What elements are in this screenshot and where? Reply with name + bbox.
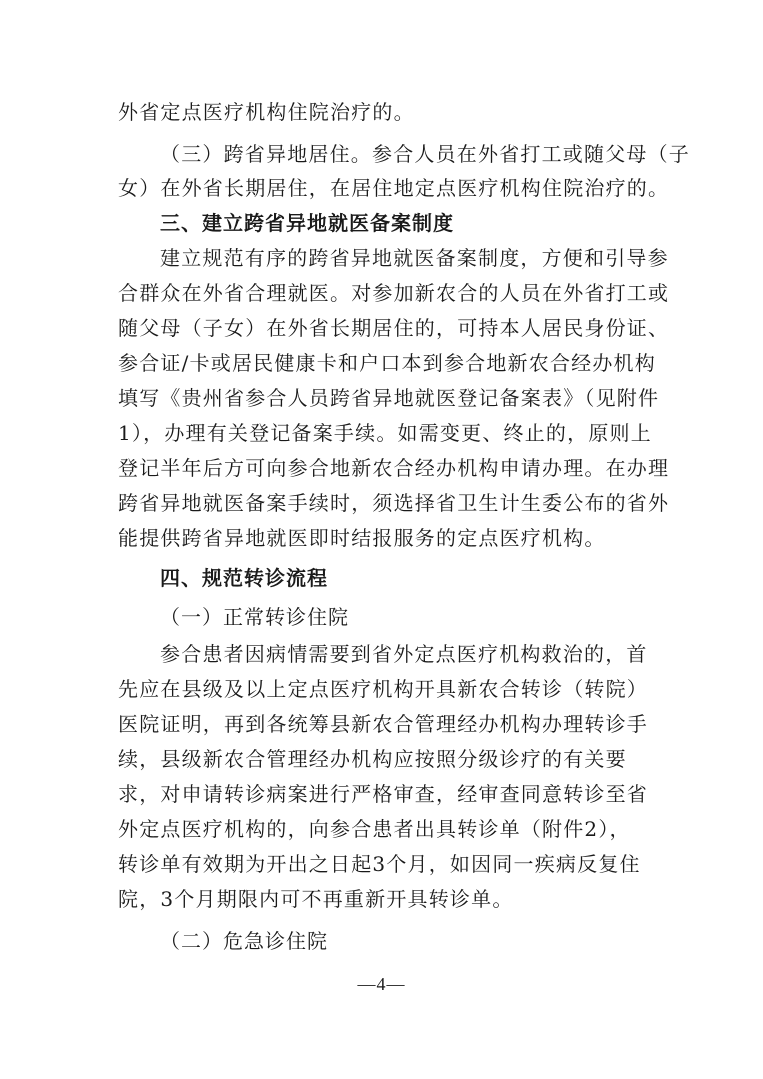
paragraph-line: 院，3个月期限内可不再重新开具转诊单。: [118, 887, 514, 911]
paragraph-line: 求，对申请转诊病案进行严格审查，经审查同意转诊至省: [118, 782, 648, 806]
paragraph-line: 参合患者因病情需要到省外定点医疗机构救治的，首: [160, 642, 648, 666]
paragraph-line: 随父母（子女）在外省长期居住的，可持本人居民身份证、: [118, 316, 670, 340]
paragraph-line: 合群众在外省合理就医。对参加新农合的人员在外省打工或: [118, 281, 670, 305]
paragraph-line: 跨省异地就医备案手续时，须选择省卫生计生委公布的省外: [118, 491, 670, 515]
paragraph-line: 外定点医疗机构的，向参合患者出具转诊单（附件2），: [118, 817, 631, 841]
paragraph-line: （三）跨省异地居住。参合人员在外省打工或随父母（子: [160, 142, 690, 166]
paragraph-line: 外省定点医疗机构住院治疗的。: [118, 100, 415, 124]
paragraph-line: 女）在外省长期居住，在居住地定点医疗机构住院治疗的。: [118, 176, 670, 200]
subsection-heading: （二）危急诊住院: [160, 929, 328, 953]
page-number: —4—: [357, 974, 406, 994]
paragraph-line: 1），办理有关登记备案手续。如需变更、终止的，原则上: [118, 421, 652, 445]
section-heading: 四、规范转诊流程: [160, 566, 328, 590]
paragraph-line: 建立规范有序的跨省异地就医备案制度，方便和引导参: [160, 246, 669, 270]
paragraph-line: 先应在县级及以上定点医疗机构开具新农合转诊（转院）: [118, 677, 648, 701]
paragraph-line: 能提供跨省异地就医即时结报服务的定点医疗机构。: [118, 526, 606, 550]
section-heading: 三、建立跨省异地就医备案制度: [160, 211, 454, 235]
paragraph-line: 参合证/卡或居民健康卡和户口本到参合地新农合经办机构: [118, 351, 656, 375]
paragraph-line: 续，县级新农合管理经办机构应按照分级诊疗的有关要: [118, 747, 627, 771]
paragraph-line: 医院证明，再到各统筹县新农合管理经办机构办理转诊手: [118, 712, 648, 736]
paragraph-line: 填写《贵州省参合人员跨省异地就医登记备案表》（见附件: [118, 386, 660, 410]
paragraph-line: 转诊单有效期为开出之日起3个月，如因同一疾病反复住: [118, 852, 641, 876]
paragraph-line: 登记半年后方可向参合地新农合经办机构申请办理。在办理: [118, 456, 670, 480]
subsection-heading: （一）正常转诊住院: [160, 605, 349, 629]
